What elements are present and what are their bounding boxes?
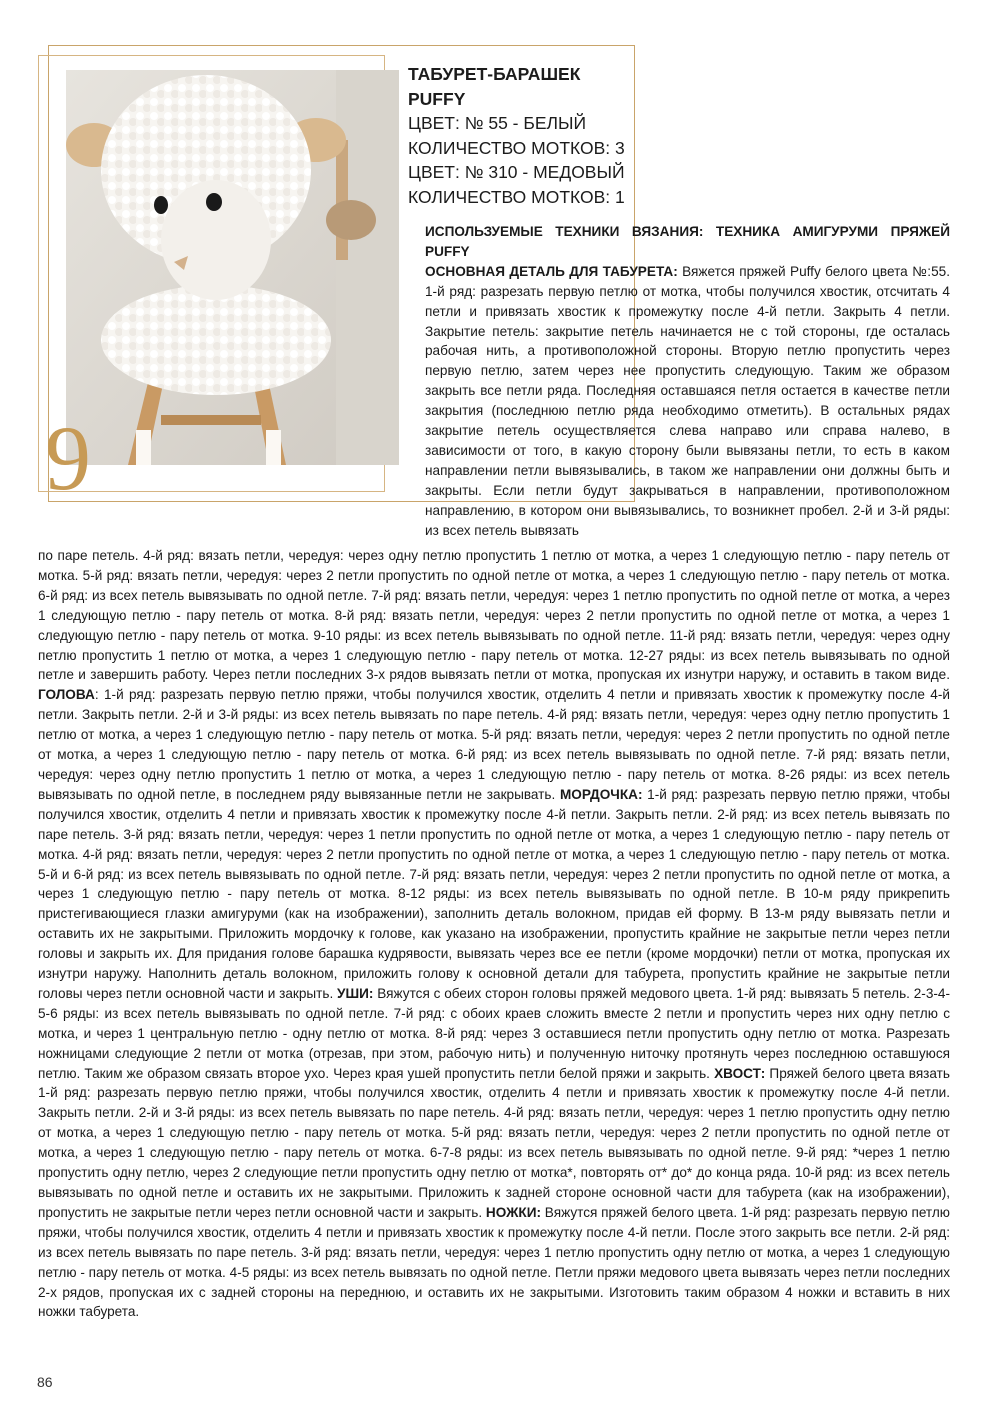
main-part-paragraph — [425, 262, 950, 541]
instructions-full-width — [38, 546, 950, 1322]
instructions-right-column — [425, 222, 950, 541]
techniques-heading: ИСПОЛЬЗУЕМЫЕ ТЕХНИКИ ВЯЗАНИЯ: ТЕХНИКА АМИГУРУМИ ПРЯЖЕЙ PUFFY — [425, 224, 950, 259]
legs-text: Вяжутся пряжей белого цвета. 1-й ряд: разрезать первую петлю пряжи, чтобы получился хвостик, отделить 4 петли и привязать хвостик к промежутку после 4-й петли. После этого закрыть все петли. 2-й ряд: из всех петель вывязать по паре петель. 3-й ряд: вязать петли, чередуя: через 1 петлю пропустить одну петлю от мотка, а через 1 следующую петлю - пару петель от мотка. 4-5 ряды: из всех петель вывязать по одной петле. Петли пряжи медового цвета вывязать через петли последних 2-х рядов, пропуская их с задней стороны на переднюю, и оставить их не закрытыми. Изготовить таким образом 4 ножки и вставить в них ножки табурета. — [38, 1204, 950, 1320]
muzzle-heading: МОРДОЧКА: — [559, 786, 643, 802]
figure-number: 9 — [45, 407, 91, 509]
pattern-header — [408, 62, 625, 209]
head-text: : 1-й ряд: разрезать первую петлю пряжи, чтобы получился хвостик, отделить 4 петли и привязать хвостик к промежутку после 4-й петли. Закрыть петли. 2-й и 3-й ряды: из всех петель вывязать по паре петель. 4-й ряд: вязать петли, чередуя: через одну петлю пропустить 1 петлю от мотка, а через 1 следующую петлю - пару петель от мотка. 5-й ряд: вязать петли, чередуя: через 2 петли пропустить по одной петле от мотка, а через 1 следующую петлю - пару петель от мотка. 6-й ряд: из всех петель вывязывать по одной петле. 7-й ряд: вязать петли, чередуя: через одну петлю пропустить 1 петлю от мотка, а через 1 следующую петлю - пару петель от мотка. 8-26 ряды: из всех петель вывязывать по одной петле, в последнем ряду вывязанные петли не закрывать. — [38, 687, 950, 802]
color-honey: ЦВЕТ: № 310 - МЕДОВЫЙ — [408, 162, 625, 182]
instructions-paragraph — [38, 546, 950, 1322]
tail-heading: ХВОСТ: — [714, 1065, 766, 1081]
lamb-stool-photo — [66, 70, 399, 465]
pattern-title: ТАБУРЕТ-БАРАШЕК — [408, 64, 581, 84]
color-white: ЦВЕТ: № 55 - БЕЛЫЙ — [408, 113, 587, 133]
quantity-honey: КОЛИЧЕСТВО МОТКОВ: 1 — [408, 186, 625, 207]
head-heading: ГОЛОВА — [38, 687, 95, 703]
tail-text: Пряжей белого цвета вязать 1-й ряд: разрезать первую петлю пряжи, чтобы получился хвостик, отделить 4 петли и привязать хвостик к промежутку после 4-й петли. Закрыть петли. 2-й и 3-й ряды: из всех петель вывязать по паре петель. 4-й ряд: вязать петли, чередуя: через 1 петлю пропустить одну петлю от мотка, а через 1 следующую петлю - пару петель от мотка. 5-й ряд: вязать петли, чередуя: через 2 петли пропустить по одной петле от мотка, а через 1 следующую петлю - пару петель от мотка. 6-7-8 ряды: из всех петель вывязывать по одной петле. 9-й ряд: *через 1 петлю пропустить одну петлю, через 2 следующие петли пропустить одну петлю от мотка*, повторять от* до* до конца ряда. 10-й ряд: из всех петель вывязывать по одной петле и оставить их не закрытыми. Приложить к задней стороне основной части для табурета (как на изображении), пропустить не закрытые петли через петли основной части и закрыть. — [38, 1065, 950, 1220]
main-part-text: Вяжется пряжей Puffy белого цвета №:55. 1-й ряд: разрезать первую петлю от мотка, чтобы получился хвостик, отсчитать 4 петли и привязать хвостик к промежутку после 4-й петли. Закрыть 4 петли. Закрытие петель: закрытие петель начинается не с той стороны, где осталась рабочая нить, а противоположной стороны. Вторую петлю пропустить через первую петлю, затем через нее пропустить следующую. Таким же образом закрыть все петли ряда. Последняя оставшаяся петля остается в качестве петли закрытия (последнюю петлю ряда необходимо отметить). В остальных рядах закрытие петель осуществляется слева направо или справа налево, в зависимости от того, в какую сторону были вывязаны петли, то есть в каком направлении петли вывязывались, в таком же направлении они должны быть и закрыты. Если петли будут закрываться в направлении, противоположном направлению, в котором они вывязывались, то возникнет пробел. 2-й и 3-й ряды: из всех петель вывязать — [425, 263, 950, 538]
ears-text: Вяжутся с обеих сторон головы пряжей медового цвета. 1-й ряд: вывязать 5 петель. 2-3-4-5-6 ряды: из всех петель вывязывать по одной петле. 7-й ряд: с обоих краев сложить вместе 2 петли и пропустить через них одну петлю с мотка, и через 1 центральную петлю - одну петлю от мотка. 8-й ряд: через 3 оставшиеся петли пропустить одну петлю от мотка. Разрезать ножницами следующие 2 петли от мотка (отрезав, при этом, рабочую нить) и полученную ниточку протянуть через последнюю оставшуюся петлю. Таким же образом связать второе ухо. Через края ушей пропустить петли белой пряжи и закрыть. — [38, 985, 951, 1081]
ears-heading: УШИ: — [337, 985, 374, 1001]
yarn-name: PUFFY — [408, 88, 466, 109]
main-part-continued: по паре петель. 4-й ряд: вязать петли, чередуя: через одну петлю пропустить 1 петлю от мотка, а через 1 следующую петлю - пару петель от мотка. 5-й ряд: вязать петли, чередуя: через 2 петли пропустить по одной петле от мотка, а через 1 следующую петлю - пару петель от мотка. 6-й ряд: из всех петель вывязывать по одной петле. 7-й ряд: вязать петли, чередуя: через 1 петлю пропустить по одной петле от мотка, а через 1 следующую петлю - пару петель от мотка. 8-й ряд: вязать петли, чередуя: через 2 петли пропустить по одной петле от мотка, а через 1 следующую петлю - пару петель от мотка. 9-10 ряды: из всех петель вывязывать по одной петле. 11-й ряд: вязать петли, чередуя: через одну петлю пропустить 1 петлю от мотка, а через 1 следующую петлю - пару петель от мотка. 12-27 ряды: из всех петель вывязывать по одной петле и завершить работу. Через петли последних 3-х рядов вывязать петли от мотка, пропуская их изнутри наружу, и оставить в таком виде. — [38, 548, 950, 683]
legs-heading: НОЖКИ: — [485, 1204, 542, 1220]
page-number: 86 — [37, 1374, 53, 1390]
main-part-heading: ОСНОВНАЯ ДЕТАЛЬ ДЛЯ ТАБУРЕТА: — [425, 263, 678, 279]
quantity-white: КОЛИЧЕСТВО МОТКОВ: 3 — [408, 137, 625, 158]
muzzle-text: 1-й ряд: разрезать первую петлю пряжи, чтобы получился хвостик, отделить 4 петли и привязать хвостик к промежутку после 4-й петли. Закрыть петли. 2-й ряд: из всех петель вывязать по паре петель. 3-й ряд: вязать петли, чередуя: через 1 петли пропустить по одной петле от мотка, а через 1 следующую петлю - пару петель от мотка. 4-й ряд: вязать петли, чередуя: через 2 петли пропустить по одной петле от мотка, а через 1 следующую петлю - пару петель от мотка. 5-й и 6-й ряд: из всех петель вывязывать по одной петле. 7-й ряд: вязать петли, чередуя: через 2 петли пропустить по одной петле от мотка, а через 1 следующую петлю - пару петель от мотка. 8-12 ряды: из всех петель вывязывать по одной петле. В 10-м ряду прикрепить пристегивающиеся глазки амигуруми (как на изображении), заполнить деталь волокном, придав ей форму. В 13-м ряду вывязать петли и оставить их не закрытыми. Приложить мордочку к голове, как указано на изображении, пропустить крайние не закрытые петли через петли головы и закрыть их. Для придания голове барашка кудрявости, вывязать через все ее петли (кроме мордочки) петли от мотка, пропуская их изнутри наружу. Наполнить деталь волокном, приложить голову к основной детали для табурета, пропустить крайние не закрытые петли головы через петли основной части и закрыть. — [38, 786, 950, 1001]
